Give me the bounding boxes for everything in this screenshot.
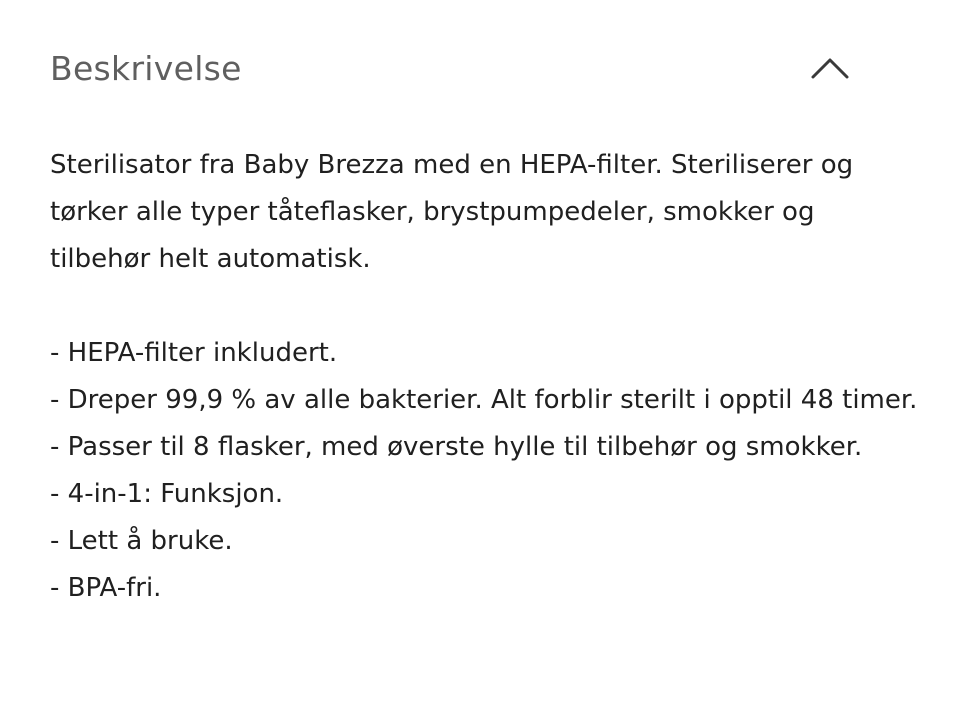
feature-list <box>50 330 920 612</box>
description-accordion-header[interactable] <box>50 38 910 98</box>
feature-item-bpa: - BPA-fri. <box>50 573 162 603</box>
description-body <box>50 142 920 612</box>
description-intro: Sterilisator fra Baby Brezza med en HEPA-filter. Steriliserer og tørker alle typer tåteflasker, brystpumpedeler, smokker og tilbehør helt automatisk. <box>50 150 854 274</box>
paragraph-spacer <box>50 283 920 330</box>
feature-item-bacteria: - Dreper 99,9 % av alle bakterier. Alt forblir sterilt i opptil 48 timer. <box>50 385 918 415</box>
feature-item-capacity: - Passer til 8 flasker, med øverste hylle til tilbehør og smokker. <box>50 432 863 462</box>
chevron-up-icon[interactable] <box>810 53 850 83</box>
feature-item-hepa: - HEPA-filter inkludert. <box>50 338 338 368</box>
section-title: Beskrivelse <box>50 48 242 88</box>
feature-item-easy: - Lett å bruke. <box>50 526 233 556</box>
feature-item-function: - 4-in-1: Funksjon. <box>50 479 284 509</box>
